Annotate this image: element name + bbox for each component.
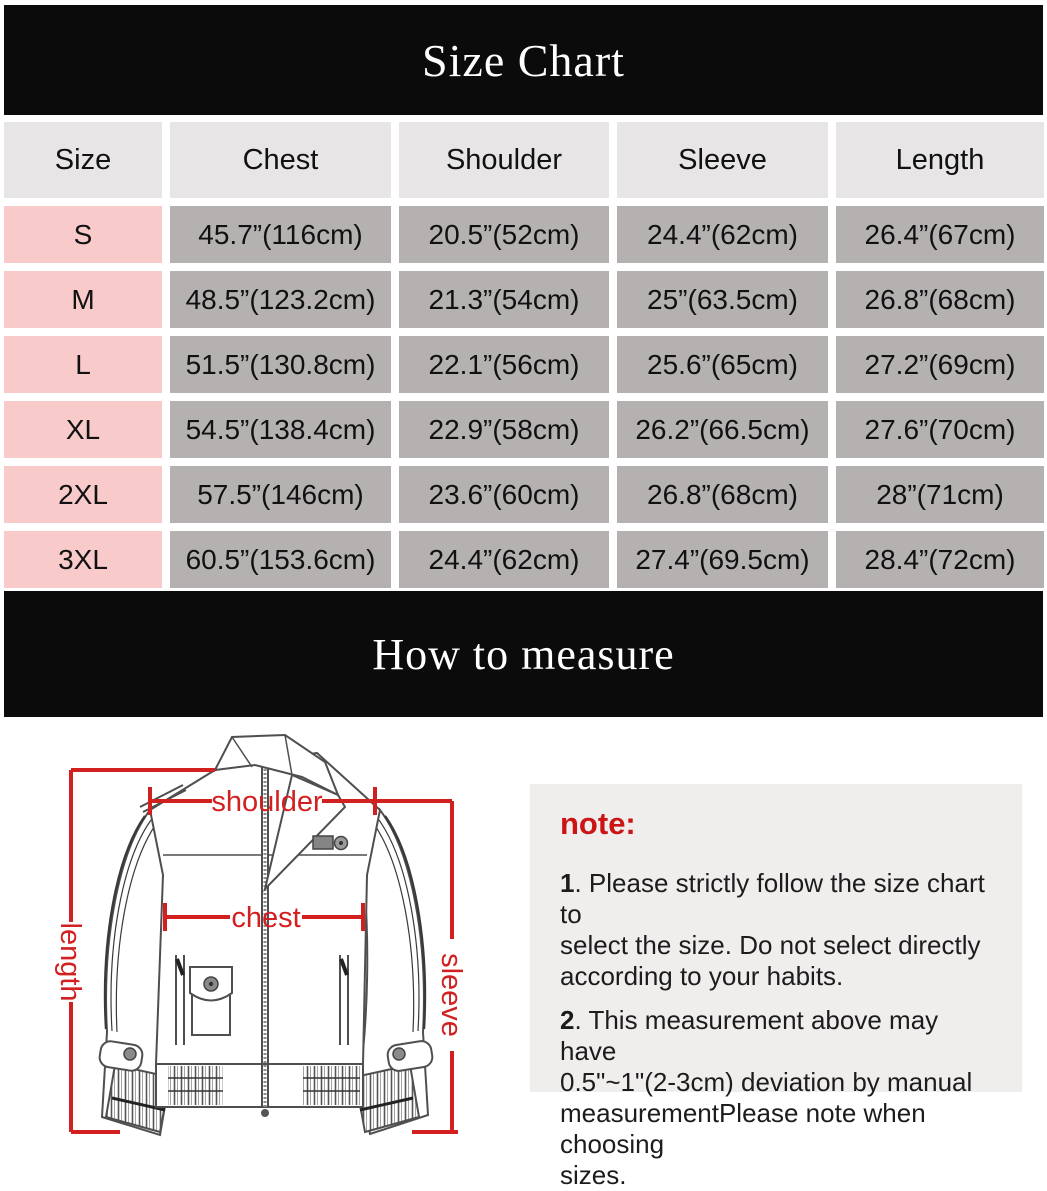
flap-pocket — [190, 967, 232, 1035]
value-cell: 25.6”(65cm) — [617, 336, 828, 393]
column-header-shoulder: Shoulder — [399, 122, 609, 198]
column-header-length: Length — [836, 122, 1044, 198]
shoulder-measure-label: shoulder — [211, 786, 323, 818]
size-label-l: L — [4, 336, 162, 393]
value-cell: 60.5”(153.6cm) — [170, 531, 391, 588]
value-cell: 24.4”(62cm) — [617, 206, 828, 263]
size-chart-title-bar — [4, 5, 1043, 115]
size-label-m: M — [4, 271, 162, 328]
size-label-3xl: 3XL — [4, 531, 162, 588]
note-item-2: 2. This measurement above may have 0.5"~1"(2-3cm) deviation by manual measurementPlease note when choosing sizes. — [560, 1005, 973, 1190]
value-cell: 26.2”(66.5cm) — [617, 401, 828, 458]
size-label-xl: XL — [4, 401, 162, 458]
page-title: Size Chart — [422, 34, 625, 86]
value-cell: 54.5”(138.4cm) — [170, 401, 391, 458]
measure-diagram-section — [0, 717, 1047, 1190]
value-cell: 26.8”(68cm) — [836, 271, 1044, 328]
size-label-s: S — [4, 206, 162, 263]
length-measure-label: length — [54, 922, 86, 1002]
value-cell: 25”(63.5cm) — [617, 271, 828, 328]
value-cell: 45.7”(116cm) — [170, 206, 391, 263]
note-box — [530, 784, 1022, 1190]
value-cell: 22.1”(56cm) — [399, 336, 609, 393]
jacket-line-art — [40, 717, 480, 1146]
value-cell: 22.9”(58cm) — [399, 401, 609, 458]
value-cell: 21.3”(54cm) — [399, 271, 609, 328]
value-cell: 27.6”(70cm) — [836, 401, 1044, 458]
value-cell: 26.8”(68cm) — [617, 466, 828, 523]
chest-measure-label: chest — [231, 902, 301, 934]
value-cell: 26.4”(67cm) — [836, 206, 1044, 263]
value-cell: 28.4”(72cm) — [836, 531, 1044, 588]
size-label-2xl: 2XL — [4, 466, 162, 523]
size-table — [4, 122, 1043, 588]
breast-pocket-detail — [313, 836, 348, 850]
value-cell: 28”(71cm) — [836, 466, 1044, 523]
value-cell: 24.4”(62cm) — [399, 531, 609, 588]
how-to-measure-bar — [4, 591, 1043, 717]
column-header-sleeve: Sleeve — [617, 122, 828, 198]
value-cell: 23.6”(60cm) — [399, 466, 609, 523]
note-heading: note: — [560, 806, 636, 841]
jacket-measure-diagram — [40, 717, 480, 1146]
value-cell: 27.4”(69.5cm) — [617, 531, 828, 588]
column-header-chest: Chest — [170, 122, 391, 198]
sleeve-measure-label: sleeve — [435, 953, 467, 1037]
value-cell: 57.5”(146cm) — [170, 466, 391, 523]
value-cell: 20.5”(52cm) — [399, 206, 609, 263]
size-chart-page — [0, 5, 1047, 1190]
value-cell: 51.5”(130.8cm) — [170, 336, 391, 393]
how-to-measure-title: How to measure — [372, 629, 675, 679]
value-cell: 27.2”(69cm) — [836, 336, 1044, 393]
value-cell: 48.5”(123.2cm) — [170, 271, 391, 328]
column-header-size: Size — [4, 122, 162, 198]
note-item-1: 1. Please strictly follow the size chart to select the size. Do not select directly according to your habits. — [560, 868, 985, 991]
jacket-hem — [156, 1064, 363, 1107]
